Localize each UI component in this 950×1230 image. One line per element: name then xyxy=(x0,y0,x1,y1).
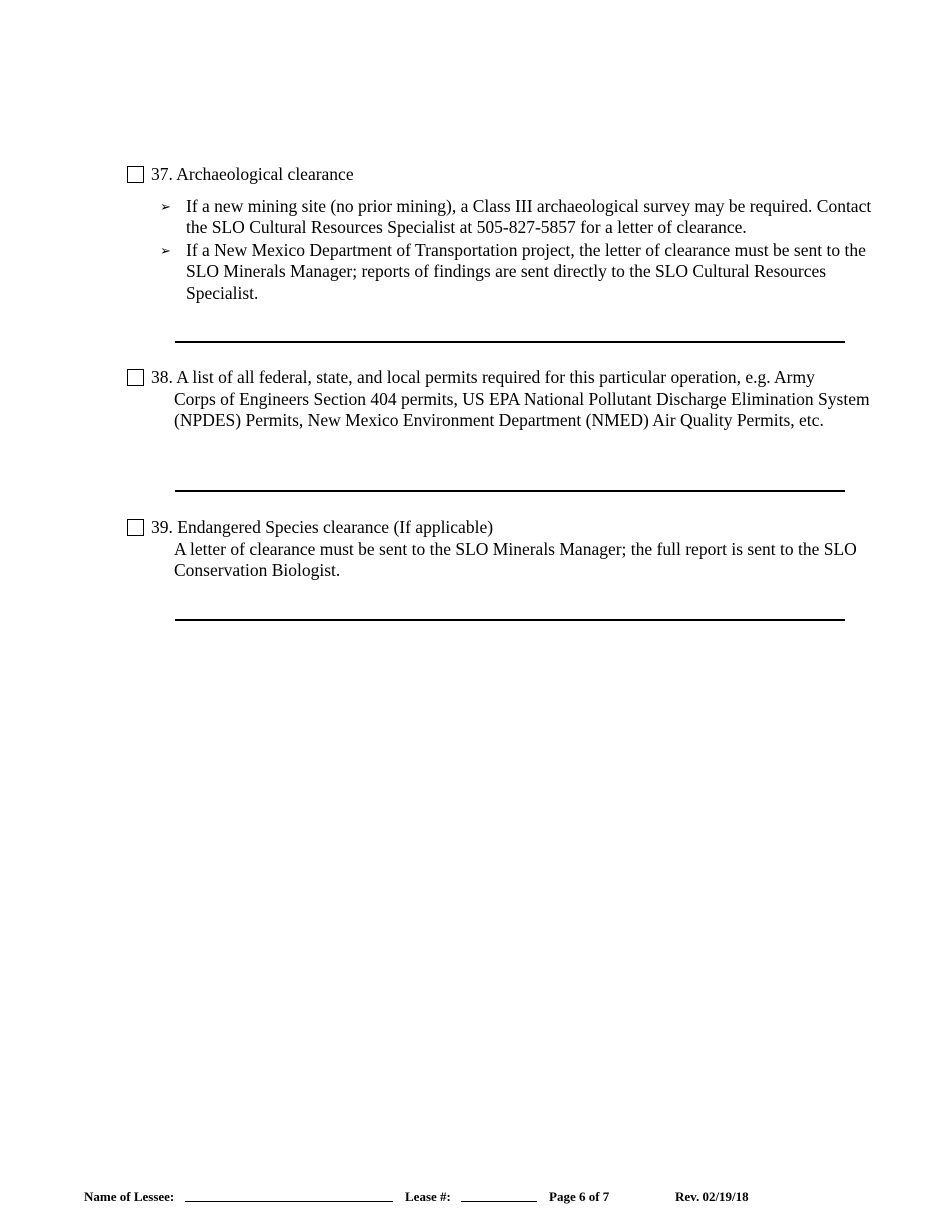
item-37-signature-line[interactable] xyxy=(175,341,845,343)
revision-date: Rev. 02/19/18 xyxy=(675,1189,749,1204)
lease-number-field[interactable] xyxy=(461,1189,537,1202)
item-39-checkbox[interactable] xyxy=(127,519,144,536)
lease-label: Lease #: xyxy=(405,1189,451,1204)
item-39-note: A letter of clearance must be sent to the SLO Minerals Manager; the full report is sent to the SLO Conservation Biologist. xyxy=(174,538,857,580)
item-38-checkbox[interactable] xyxy=(127,369,144,386)
arrow-bullet-icon: ➢ xyxy=(160,242,171,258)
item-38-signature-line[interactable] xyxy=(175,490,845,492)
lessee-label: Name of Lessee: xyxy=(84,1189,175,1204)
item-37-checkbox[interactable] xyxy=(127,166,144,183)
item-37-bullet-list xyxy=(127,196,872,305)
item-37-header xyxy=(127,164,872,186)
checklist-item-39 xyxy=(127,517,872,582)
page-number: Page 6 of 7 xyxy=(549,1189,610,1204)
item-39-signature-line[interactable] xyxy=(175,619,845,621)
item-39-header xyxy=(127,517,872,539)
item-39-heading: 39. Endangered Species clearance (If applicable) xyxy=(151,517,494,537)
item-37-bullet-1 xyxy=(127,196,872,239)
item-37-bullet-2-text: If a New Mexico Department of Transportation project, the letter of clearance must be sent to the SLO Minerals Manager; reports of findings are sent directly to the SLO Cultural Resources Specialist. xyxy=(186,239,866,303)
item-38-header xyxy=(127,367,872,389)
arrow-bullet-icon: ➢ xyxy=(160,198,171,214)
item-37-bullet-2 xyxy=(127,240,872,305)
item-38-heading-rest: Corps of Engineers Section 404 permits, US EPA National Pollutant Discharge Elimination System (NPDES) Permits, New Mexico Environment Department (NMED) Air Quality Permits, etc. xyxy=(174,388,870,430)
checklist-item-38 xyxy=(127,367,872,432)
checklist-item-37 xyxy=(127,164,872,305)
item-37-heading: 37. Archaeological clearance xyxy=(151,164,354,184)
lessee-name-field[interactable] xyxy=(185,1189,393,1202)
item-37-bullet-1-text: If a new mining site (no prior mining), a Class III archaeological survey may be required. Contact the SLO Cultural Resources Specialist at 505-827-5857 for a letter of clearance. xyxy=(186,195,872,237)
item-38-heading-first: 38. A list of all federal, state, and local permits required for this particular operation, e.g. Army xyxy=(151,367,815,387)
